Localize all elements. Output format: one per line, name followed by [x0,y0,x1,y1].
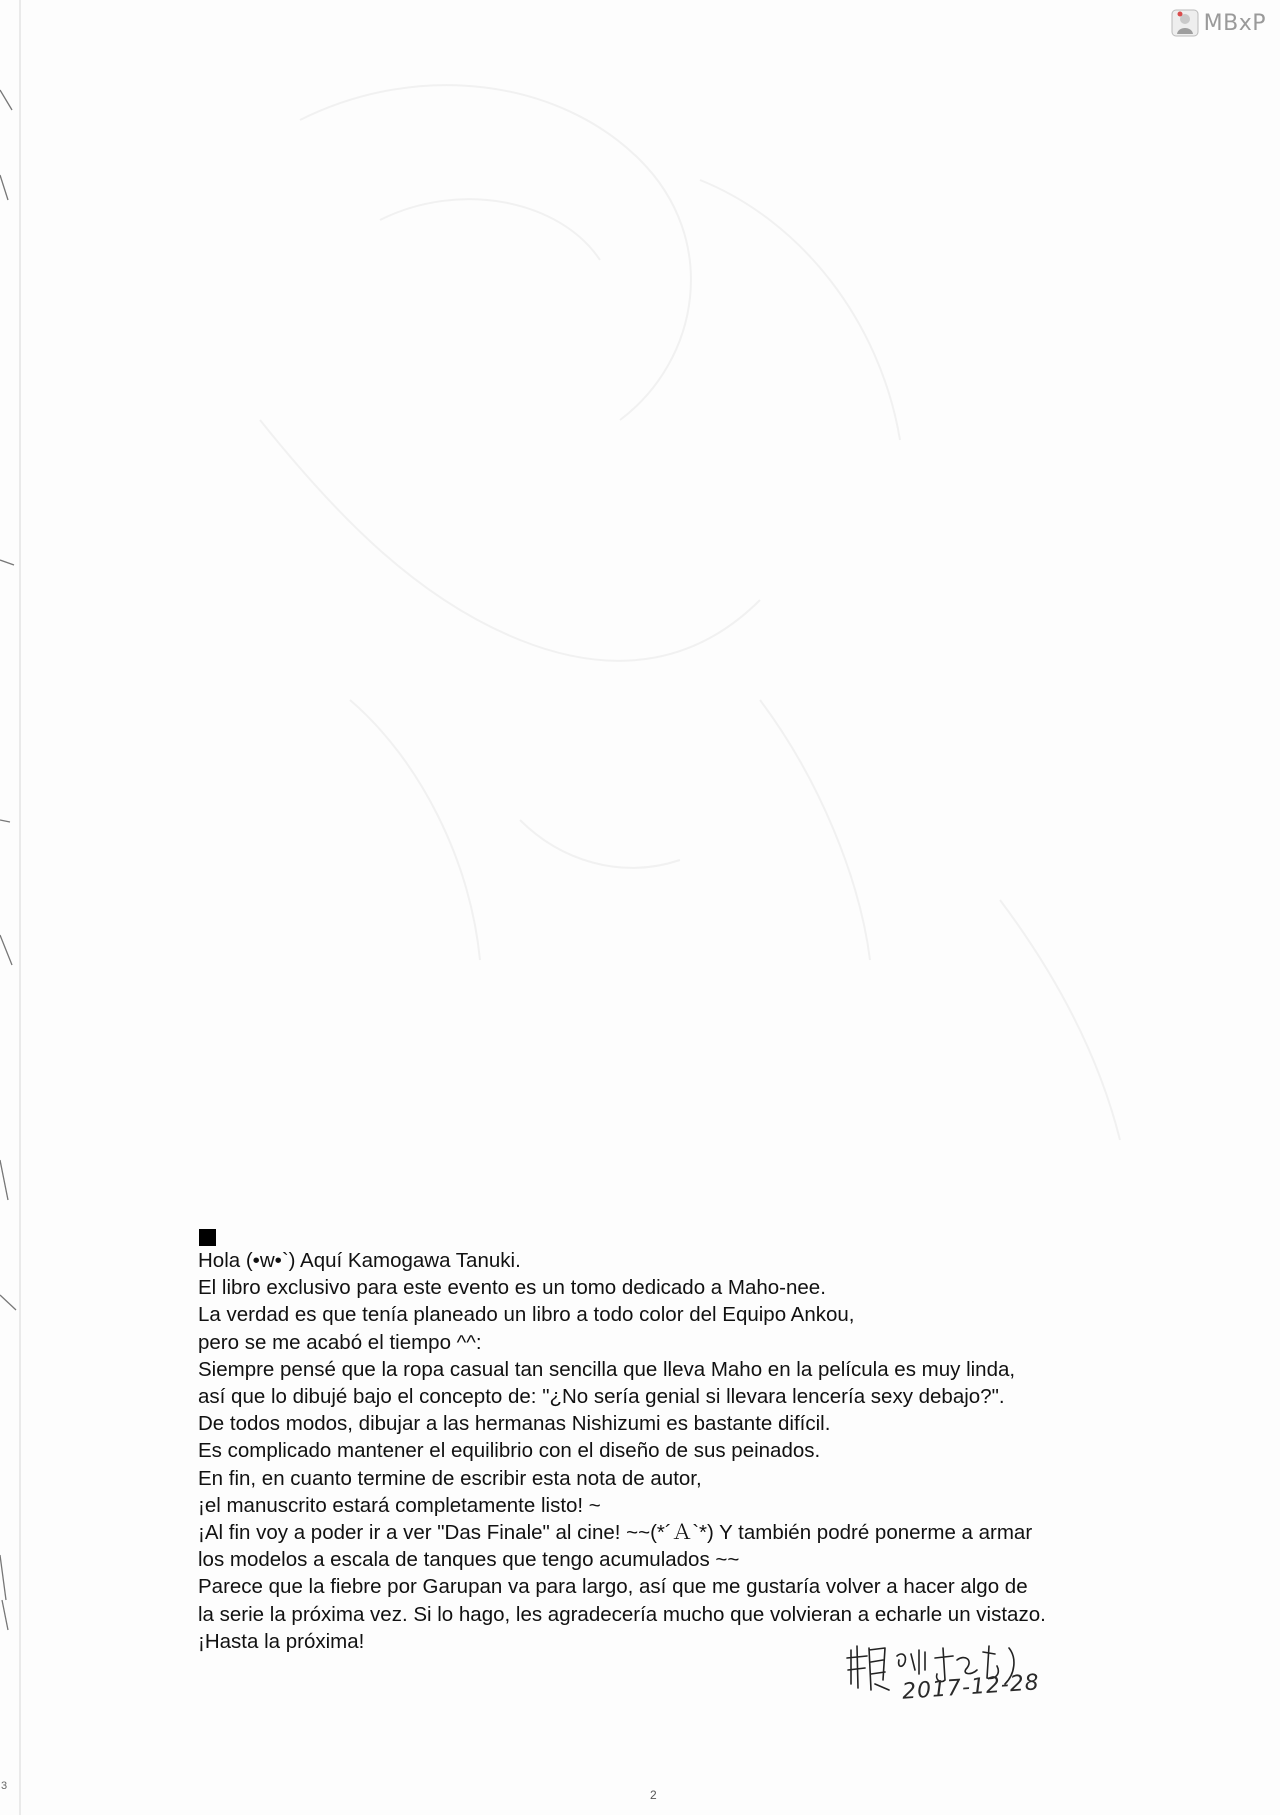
note-line: Hola (•w•`) Aquí Kamogawa Tanuki. [198,1249,521,1272]
note-line: Es complicado mantener el equilibrio con el diseño de sus peinados. [198,1439,821,1463]
note-line: los modelos a escala de tanques que tengo acumulados ~~ [198,1548,740,1572]
section-marker-square [199,1229,216,1246]
mascot-logo-icon [1170,8,1200,38]
note-line: Parece que la fiebre por Garupan va para largo, así que me gustaría volver a hacer algo de [198,1575,1028,1599]
note-line: Siempre pensé que la ropa casual tan sencilla que lleva Maho en la película es muy linda, [198,1357,1016,1381]
note-line: así que lo dibujé bajo el concepto de: "¿No sería genial si llevara lencería sexy debajo?". [198,1385,1005,1409]
page-number: 2 [650,1788,657,1802]
author-note [198,1229,1208,1655]
note-line: ¡el manuscrito estará completamente listo! ~ [198,1493,601,1517]
note-line: La verdad es que tenía planeado un libro a todo color del Equipo Ankou, [198,1303,855,1327]
note-line: El libro exclusivo para este evento es un tomo dedicado a Maho-nee. [198,1276,826,1300]
scanlation-watermark [1170,8,1266,38]
corner-page-number: 3 [1,1780,8,1792]
note-line: pero se me acabó el tiempo ^^: [198,1330,482,1354]
signature-date: 2017-12-28 [901,1670,1041,1705]
note-line: la serie la próxima vez. Si lo hago, les agradecería mucho que volvieran a echarle un vistazo. [198,1602,1046,1626]
note-line: ¡Al fin voy a poder ir a ver "Das Finale" al cine! ~~(*´Ａ`*) Y también podré ponerme a armar [198,1521,1033,1545]
note-line: De todos modos, dibujar a las hermanas Nishizumi es bastante difícil. [198,1412,831,1436]
watermark-text: MBxP [1203,10,1266,36]
note-line: En fin, en cuanto termine de escribir esta nota de autor, [198,1466,702,1490]
binding-edge-lines [0,0,26,1815]
note-line: ¡Hasta la próxima! [198,1629,365,1653]
